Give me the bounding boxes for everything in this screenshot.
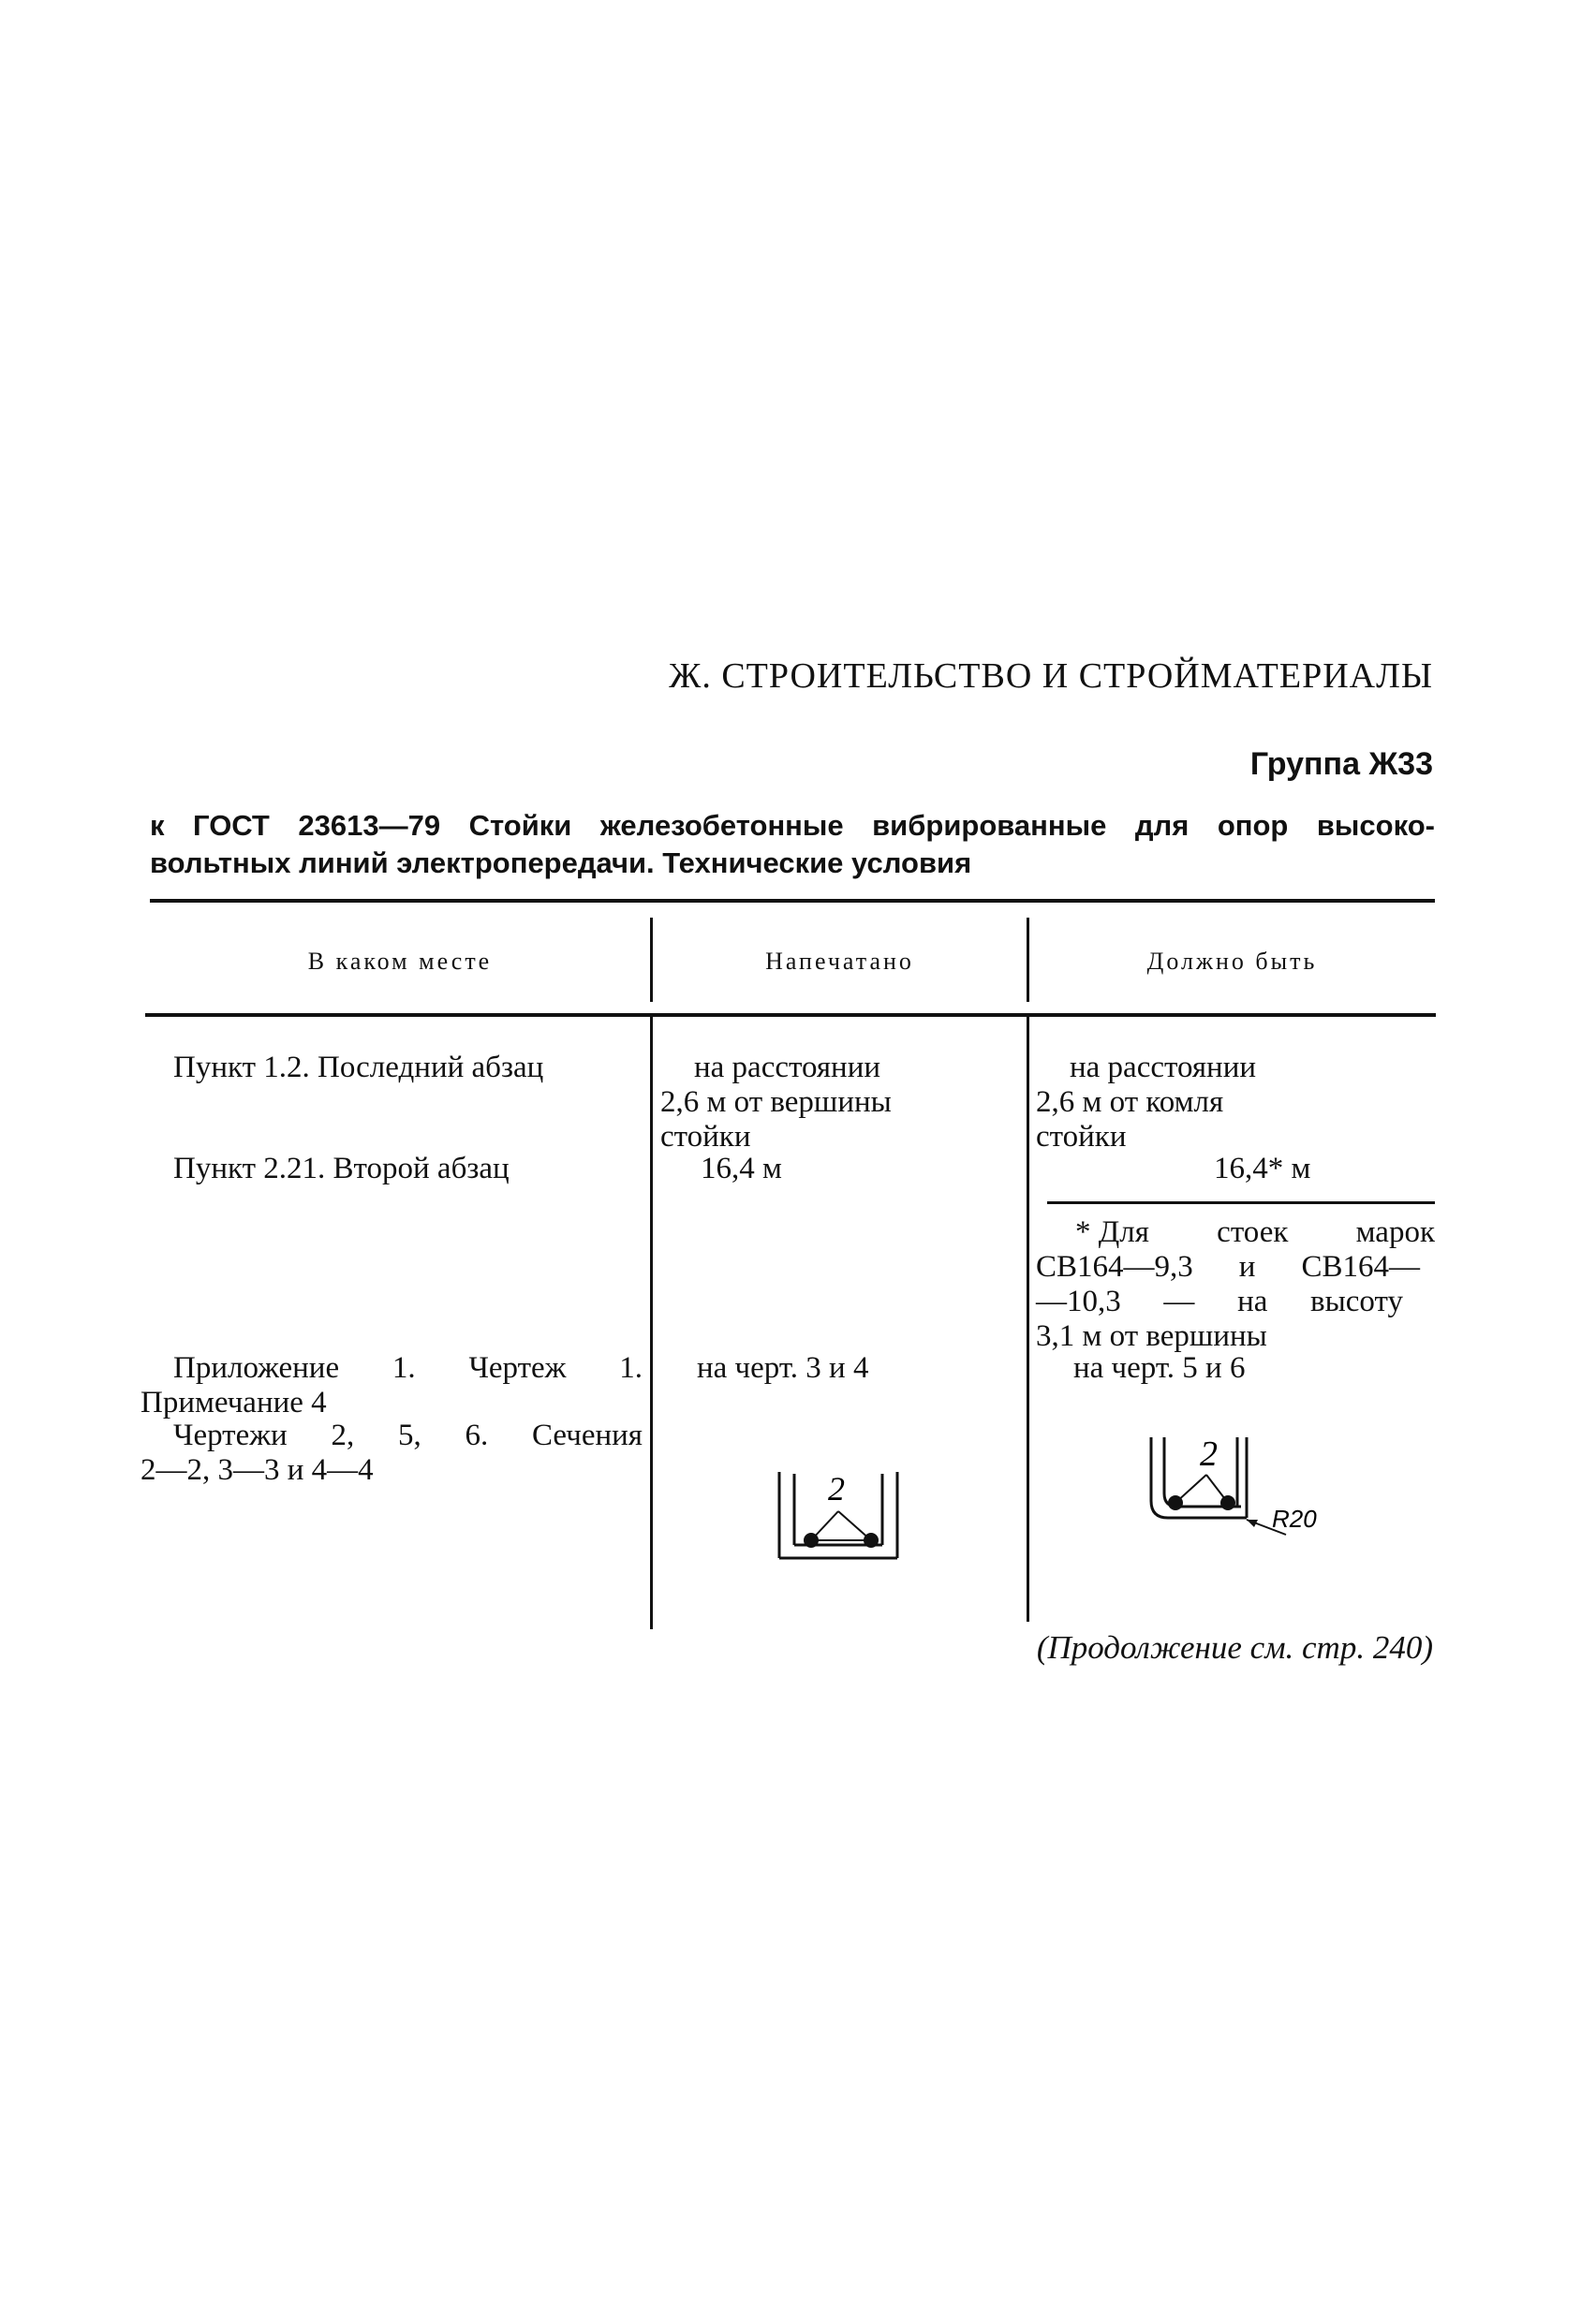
footnote-line2 — [1036, 1250, 1420, 1285]
row2-should-be: 16,4* м — [1214, 1152, 1311, 1185]
word: стоек — [1217, 1215, 1289, 1249]
row1-printed — [660, 1051, 1026, 1155]
word: опор — [1217, 809, 1289, 842]
row1-printed-line: на расстоянии — [694, 1051, 881, 1084]
row3-place — [140, 1351, 643, 1420]
group-label: Группа Ж33 — [1249, 746, 1433, 782]
radius-label: R20 — [1272, 1505, 1317, 1533]
row3-place-line2: Примечание 4 — [140, 1386, 327, 1419]
column-header-should-be: Должно быть — [1146, 948, 1318, 975]
word: СВ164—9,3 — [1036, 1250, 1193, 1284]
word: к — [150, 809, 165, 842]
word: —10,3 — [1036, 1285, 1121, 1318]
word: высоко- — [1316, 809, 1435, 842]
word: на — [1237, 1285, 1268, 1318]
document-title-line2: вольтных линий электропередачи. Технические условия — [150, 846, 972, 879]
column-header-printed: Напечатано — [765, 948, 914, 975]
row4-place — [140, 1419, 643, 1488]
word: Чертеж — [468, 1351, 567, 1385]
column-divider-1-body — [650, 1013, 653, 1629]
footnote-line4: 3,1 м от вершины — [1036, 1319, 1267, 1353]
row3-printed: на черт. 3 и 4 — [697, 1351, 869, 1385]
word: 1. — [619, 1351, 643, 1385]
word: СВ164— — [1301, 1250, 1420, 1284]
footnote-line3 — [1036, 1285, 1403, 1319]
section-title: Ж. СТРОИТЕЛЬСТВО И СТРОЙМАТЕРИАЛЫ — [669, 656, 1433, 696]
footnote-rule — [1047, 1201, 1435, 1204]
word: Сечения — [532, 1419, 643, 1452]
row1-should-be-line: стойки — [1036, 1120, 1127, 1154]
word: Чертежи — [173, 1419, 288, 1452]
word: 2, — [331, 1419, 355, 1452]
document-title-line1 — [150, 807, 1435, 845]
section-sketch-printed — [768, 1453, 909, 1570]
table-header-rule — [145, 1013, 1436, 1017]
word: марок — [1355, 1215, 1435, 1249]
row1-printed-line: 2,6 м от вершины — [660, 1085, 892, 1119]
continuation-note: (Продолжение см. стр. 240) — [1036, 1629, 1433, 1666]
sketch-printed-label: 2 — [828, 1470, 845, 1508]
sketch-should-be-label: 2 — [1200, 1434, 1218, 1474]
column-divider-2-body — [1027, 1013, 1029, 1622]
row2-place: Пункт 2.21. Второй абзац — [173, 1152, 510, 1185]
row4-place-line2: 2—2, 3—3 и 4—4 — [140, 1453, 374, 1487]
row1-place: Пункт 1.2. Последний абзац — [173, 1051, 544, 1084]
word: железобетонные — [599, 809, 844, 842]
row1-should-be — [1036, 1051, 1429, 1155]
word: * Для — [1075, 1215, 1149, 1249]
word: Приложение — [173, 1351, 340, 1385]
word: для — [1134, 809, 1190, 842]
row1-should-be-line: на расстоянии — [1070, 1051, 1257, 1084]
word: вибрированные — [872, 809, 1107, 842]
row3-place-line1 — [140, 1351, 643, 1386]
section-sketch-should-be — [1138, 1428, 1325, 1545]
word: 1. — [392, 1351, 416, 1385]
footnote-line1 — [1036, 1215, 1435, 1250]
word: — — [1163, 1285, 1195, 1318]
word: Стойки — [468, 809, 572, 842]
column-header-place: В каком месте — [307, 948, 493, 975]
word: высоту — [1310, 1285, 1403, 1318]
row2-footnote — [1036, 1215, 1435, 1354]
table-top-rule — [150, 899, 1435, 903]
row2-printed: 16,4 м — [701, 1152, 782, 1185]
row1-printed-line: стойки — [660, 1120, 751, 1154]
word: ГОСТ — [193, 809, 270, 842]
word: 6. — [465, 1419, 489, 1452]
row4-place-line1 — [140, 1419, 643, 1453]
row1-should-be-line: 2,6 м от комля — [1036, 1085, 1224, 1119]
word: 5, — [397, 1419, 421, 1452]
document-title — [150, 807, 1435, 882]
word: 23613—79 — [298, 809, 441, 842]
word: и — [1238, 1250, 1256, 1284]
row3-should-be: на черт. 5 и 6 — [1073, 1351, 1246, 1385]
